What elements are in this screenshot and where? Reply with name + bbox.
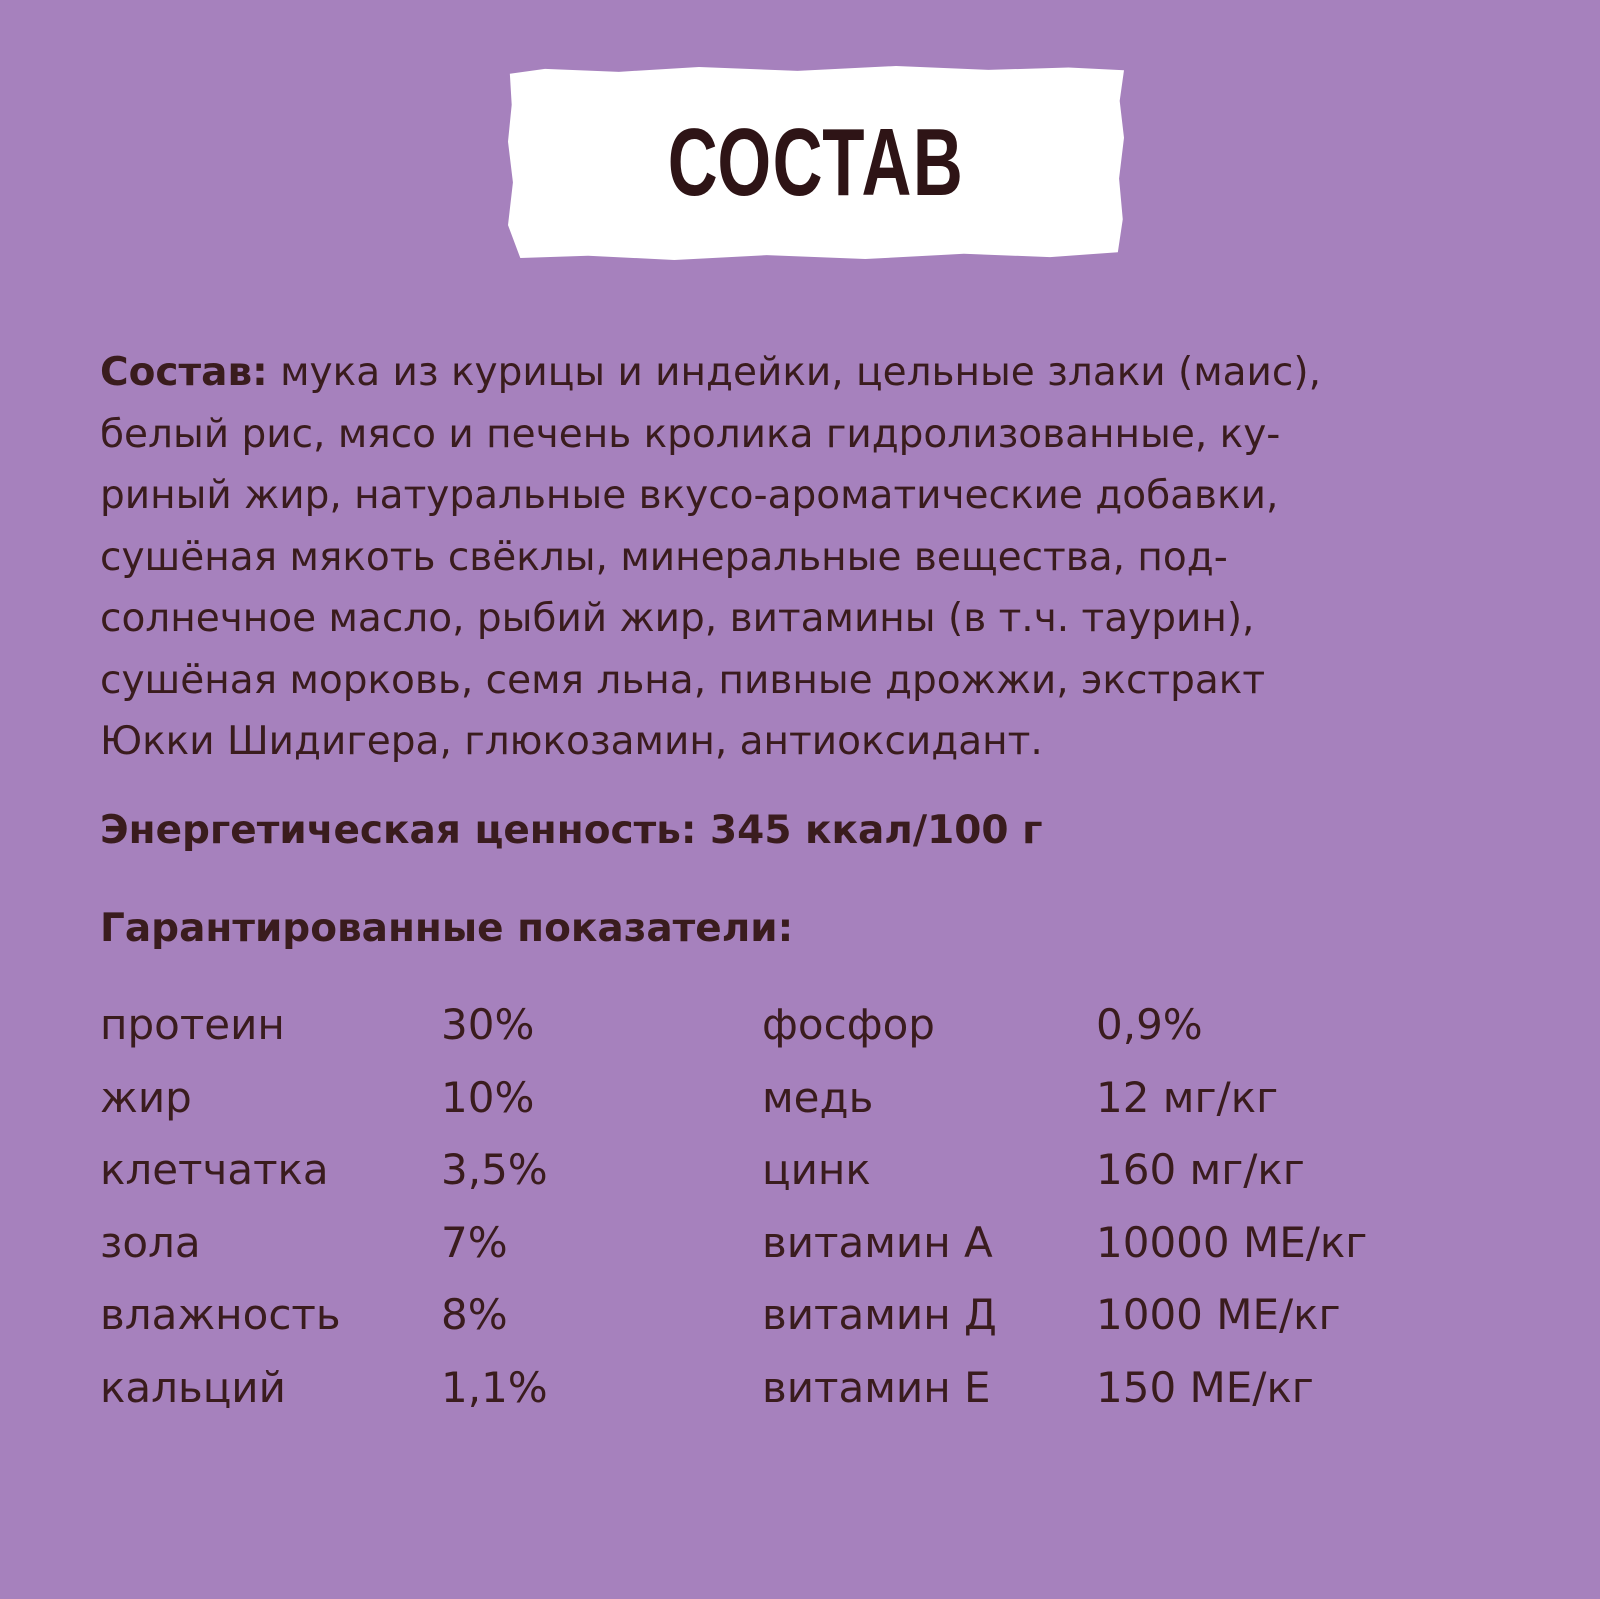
indicator-name: жир <box>100 1073 192 1122</box>
indicator-name: витамин А <box>762 1218 993 1267</box>
indicator-value: 1,1% <box>441 1363 548 1412</box>
composition-label: Состав: <box>100 350 268 395</box>
indicator-value: 7% <box>441 1218 508 1267</box>
indicator-value: 30% <box>441 1000 535 1049</box>
indicator-name: протеин <box>100 1000 285 1049</box>
guaranteed-heading: Гарантированные показатели: <box>100 906 794 951</box>
composition-text <box>100 342 1520 773</box>
indicator-name: витамин Д <box>762 1290 997 1339</box>
composition-line: Юкки Шидигера, глюкозамин, антиоксидант. <box>100 719 1043 764</box>
indicator-value: 0,9% <box>1096 1000 1203 1049</box>
indicator-value: 3,5% <box>441 1145 548 1194</box>
energy-value: Энергетическая ценность: 345 ккал/100 г <box>100 808 1043 853</box>
indicator-name: клетчатка <box>100 1145 329 1194</box>
composition-line: сушёная мякоть свёклы, минеральные вещества, под- <box>100 534 1228 580</box>
indicator-value: 10000 МЕ/кг <box>1096 1218 1368 1267</box>
composition-line: риный жир, натуральные вкусо-ароматические добавки, <box>100 473 1279 518</box>
indicator-name: кальций <box>100 1363 286 1412</box>
indicator-value: 10% <box>441 1073 535 1122</box>
indicator-value: 1000 МЕ/кг <box>1096 1290 1341 1339</box>
indicator-value: 160 мг/кг <box>1096 1145 1305 1194</box>
composition-line: сушёная морковь, семя льна, пивные дрожжи, экстракт <box>100 657 1266 703</box>
indicator-value: 12 мг/кг <box>1096 1073 1279 1122</box>
indicator-name: зола <box>100 1218 201 1267</box>
indicator-name: влажность <box>100 1290 341 1339</box>
page-title: СОСТАВ <box>667 109 965 216</box>
composition-line: солнечное масло, рыбий жир, витамины (в т.ч. таурин), <box>100 596 1255 641</box>
indicator-name: фосфор <box>762 1000 935 1049</box>
composition-line: мука из курицы и индейки, цельные злаки (маис), <box>267 350 1321 395</box>
indicator-name: витамин Е <box>762 1363 991 1412</box>
indicator-value: 8% <box>441 1290 508 1339</box>
indicator-name: цинк <box>762 1145 871 1194</box>
composition-line: белый рис, мясо и печень кролика гидролизованные, ку- <box>100 411 1281 457</box>
indicator-name: медь <box>762 1073 874 1122</box>
indicator-value: 150 МЕ/кг <box>1096 1363 1314 1412</box>
